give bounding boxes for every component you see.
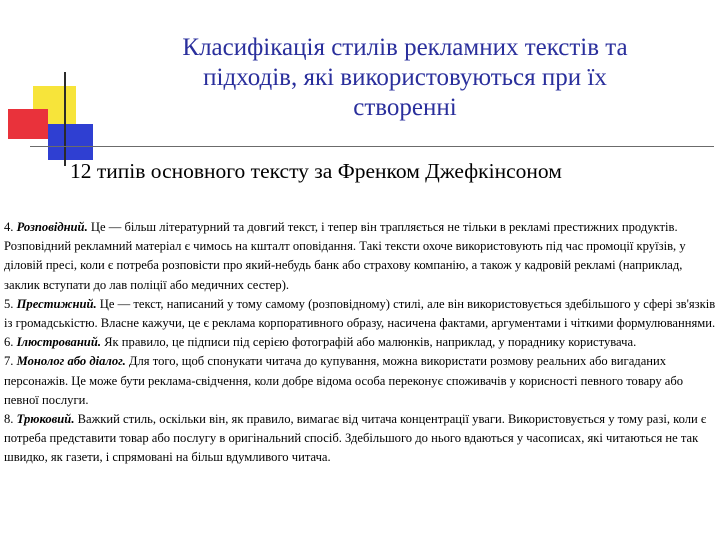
- item-number: 8.: [4, 412, 14, 427]
- item-name: Монолог або діалог.: [16, 354, 126, 369]
- title-divider-line: [30, 146, 714, 147]
- slide-title-line-1: Класифікація стилів рекламних текстів та: [182, 34, 628, 61]
- slide-title: [110, 33, 700, 123]
- item-text: Це — текст, написаний у тому самому (розповідному) стилі, але він використовується здебільшого у сфері зв'язків із громадськістю. Власне кажучи, це є реклама корпоративного образу, насичена фактами, аргументами і чіткими формулюваннями.: [4, 296, 716, 331]
- slide-title-line-3: створенні: [353, 94, 457, 121]
- item-number: 5.: [4, 296, 14, 311]
- slide-title-line-2: підходів, які використовуються при їх: [203, 64, 607, 91]
- item-text: Важкий стиль, оскільки він, як правило, вимагає від читача концентрації уваги. Використовується у тому разі, коли є потреба представити товар або послугу в оригінальний спосіб. Здебільшого до нього вдаються у часописах, які читаються не так швидко, як газети, і спрямовані на більш вдумливого читача.: [4, 412, 707, 465]
- item-name: Розповідний.: [16, 220, 88, 234]
- list-item: [4, 352, 716, 410]
- item-number: 7.: [4, 354, 14, 369]
- item-name: Трюковий.: [16, 412, 75, 427]
- item-number: 6.: [4, 335, 14, 350]
- item-text: Як правило, це підписи під серією фотографій або малюнків, наприклад, у порадникy користувача.: [100, 335, 637, 350]
- decorative-vertical-line: [64, 72, 66, 166]
- slide-subtitle: 12 типів основного тексту за Френком Джефкінсоном: [70, 159, 562, 183]
- item-text: Для того, щоб спонукати читача до купування, можна використати розмову реальних або вигаданих персонажів. Це може бути реклама-свідчення, коли добре відома особа переконує споживачів у корисності певного товару або певної послуги.: [4, 354, 684, 407]
- list-item: [4, 333, 716, 352]
- decorative-red-rectangle: [8, 109, 48, 139]
- item-text: Це — більш літературний та довгий текст, і тепер він трапляється не тільки в рекламі престижних продуктів. Розповідний рекламний матеріал є чимось на кшталт оповідання. Такі тексти охоче використовують під час промоції круїзів, у діловій пресі, коли є потреба розповісти про який-небудь банк або страхову компанію, а також у кадровій рекламі (наприклад, заклик вступати до лав поліції або медичних сестер).: [4, 220, 686, 292]
- decorative-blue-square: [48, 124, 93, 160]
- item-name: Престижний.: [16, 296, 97, 311]
- slide-body-text: [4, 218, 716, 468]
- list-item: [4, 218, 716, 295]
- list-item: [4, 410, 716, 468]
- item-number: 4.: [4, 220, 14, 234]
- item-name: Ілюстрований.: [16, 335, 101, 350]
- list-item: [4, 295, 716, 333]
